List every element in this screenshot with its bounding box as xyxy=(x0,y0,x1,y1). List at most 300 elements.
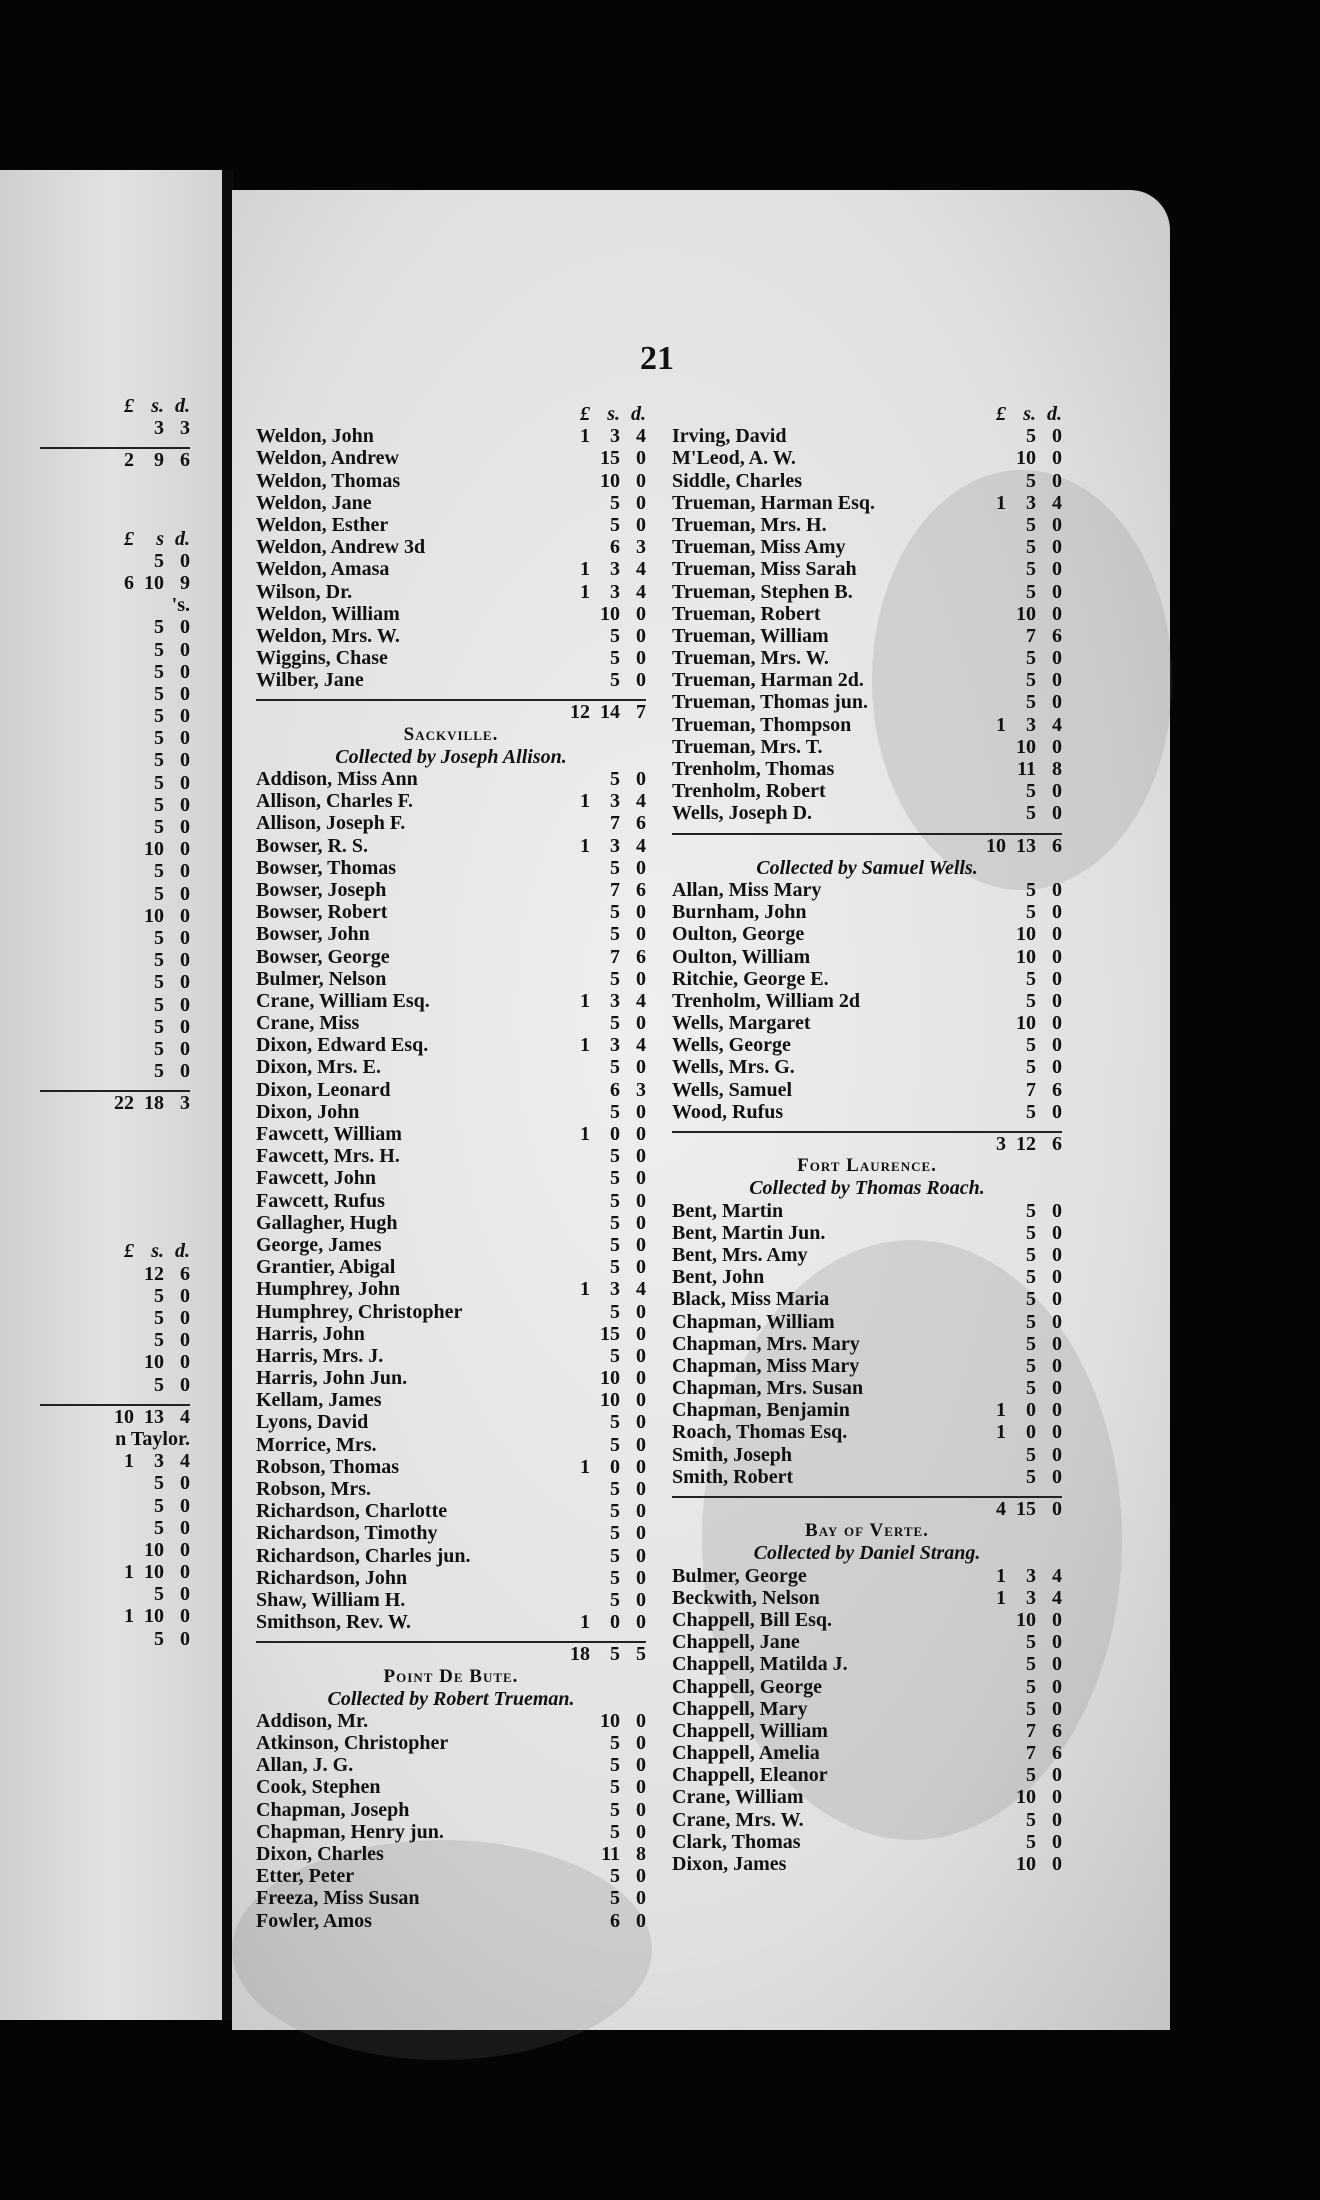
shillings-value: 5 xyxy=(154,1284,164,1307)
pence-value: 0 xyxy=(180,771,190,794)
pounds-value xyxy=(982,1809,1006,1831)
shillings-value: 5 xyxy=(1026,1243,1036,1266)
ledger-row xyxy=(672,558,1062,580)
spacer xyxy=(40,1184,190,1198)
shillings-value: 10 xyxy=(1016,1853,1036,1875)
pence-value: 0 xyxy=(180,926,190,949)
subscriber-name: Allison, Charles F. xyxy=(256,790,414,813)
subscriber-name: Humphrey, Christopher xyxy=(256,1300,463,1323)
pence-value: 6 xyxy=(180,449,190,472)
subscriber-name: Bowser, John xyxy=(256,923,370,946)
subscriber-name: Atkinson, Christopher xyxy=(256,1732,449,1755)
shillings-value: 5 xyxy=(610,1798,620,1821)
ledger-row xyxy=(256,1278,646,1300)
pounds-value xyxy=(566,1301,590,1323)
currency-unit-label: s xyxy=(156,527,164,550)
pounds-value xyxy=(566,1567,590,1589)
pence-value: 0 xyxy=(636,1754,646,1777)
subscriber-name: Chappell, Eleanor xyxy=(672,1764,828,1787)
pounds-value: 1 xyxy=(996,1564,1006,1587)
ledger-row xyxy=(256,581,646,603)
left-fragment-column xyxy=(40,395,190,1650)
pence-value: 0 xyxy=(1052,1243,1062,1266)
pence-value: 4 xyxy=(636,989,646,1012)
subscriber-name: Harris, Mrs. J. xyxy=(256,1344,384,1367)
ledger-row xyxy=(40,1016,190,1038)
shillings-value: 5 xyxy=(154,1627,164,1650)
subscriber-name: Humphrey, John xyxy=(256,1278,401,1301)
pounds-value xyxy=(110,883,134,905)
pounds-value: 1 xyxy=(124,1605,134,1628)
ledger-row xyxy=(672,879,1062,901)
ledger-row xyxy=(256,768,646,790)
ledger-row xyxy=(40,949,190,971)
collector-line: Collected by Thomas Roach. xyxy=(749,1177,985,1200)
ledger-row xyxy=(256,625,646,647)
shillings-value: 5 xyxy=(154,771,164,794)
pence-value: 0 xyxy=(1052,1288,1062,1311)
currency-unit-label: d. xyxy=(175,1240,190,1263)
pounds-value xyxy=(982,1056,1006,1078)
subscriber-name: Bowser, Joseph xyxy=(256,878,387,901)
pence-value: 4 xyxy=(180,1405,190,1428)
pounds-value xyxy=(982,1676,1006,1698)
pence-value: 0 xyxy=(636,1300,646,1323)
subscriber-name: Chappell, Amelia xyxy=(672,1742,820,1765)
pence-value: 0 xyxy=(180,1284,190,1307)
ledger-row xyxy=(256,603,646,625)
ledger-row xyxy=(672,514,1062,536)
shillings-value: 5 xyxy=(1026,580,1036,603)
ledger-row xyxy=(256,447,646,469)
pounds-value xyxy=(110,550,134,572)
subscriber-name: Chapman, Benjamin xyxy=(672,1399,850,1422)
ledger-row xyxy=(256,1323,646,1345)
pence-value: 0 xyxy=(636,1887,646,1910)
pence-value: 0 xyxy=(180,682,190,705)
ledger-row xyxy=(256,1732,646,1754)
pence-value: 0 xyxy=(636,1544,646,1567)
shillings-value: 5 xyxy=(1026,1631,1036,1654)
subscriber-name: Allan, Miss Mary xyxy=(672,878,822,901)
shillings-value: 0 xyxy=(610,1455,620,1478)
shillings-value: 10 xyxy=(600,469,620,492)
pence-value: 0 xyxy=(636,1123,646,1145)
shillings-value: 7 xyxy=(610,945,620,968)
pence-value: 0 xyxy=(1052,469,1062,492)
shillings-value: 5 xyxy=(610,1100,620,1123)
pounds-value xyxy=(982,425,1006,447)
pence-value: 0 xyxy=(1052,735,1062,758)
shillings-value: 5 xyxy=(610,1145,620,1168)
shillings-value: 5 xyxy=(154,1329,164,1352)
subscriber-name: Bulmer, Nelson xyxy=(256,967,387,990)
pence-value: 0 xyxy=(180,549,190,572)
pounds-value: 1 xyxy=(580,1611,590,1634)
spacer xyxy=(40,1212,190,1226)
subscriber-name: Black, Miss Maria xyxy=(672,1288,830,1311)
subscriber-name: Harris, John Jun. xyxy=(256,1367,408,1390)
shillings-value: 5 xyxy=(1026,1056,1036,1079)
currency-heading xyxy=(40,528,190,550)
pounds-value xyxy=(982,691,1006,713)
left-page-fragment xyxy=(0,170,222,2020)
ledger-row xyxy=(40,1495,190,1517)
pounds-value xyxy=(566,1190,590,1212)
pounds-value xyxy=(566,1522,590,1544)
shillings-value: 5 xyxy=(610,1865,620,1888)
pounds-value xyxy=(110,816,134,838)
pence-value: 3 xyxy=(636,1078,646,1101)
pence-value: 0 xyxy=(1052,878,1062,901)
spacer xyxy=(40,1170,190,1184)
subscriber-name: Weldon, Thomas xyxy=(256,469,401,492)
shillings-value: 5 xyxy=(1026,513,1036,536)
subscriber-name: Weldon, Amasa xyxy=(256,558,390,581)
shillings-value: 5 xyxy=(154,1373,164,1396)
subscriber-name: Wells, Joseph D. xyxy=(672,802,813,825)
subscriber-name: Bowser, George xyxy=(256,945,390,968)
ledger-row xyxy=(40,727,190,749)
shillings-value: 5 xyxy=(610,901,620,924)
pence-value: 0 xyxy=(636,1588,646,1611)
shillings-value: 10 xyxy=(1016,923,1036,946)
subscriber-name: Trenholm, William 2d xyxy=(672,989,860,1012)
section-total-row xyxy=(256,699,646,723)
ledger-row xyxy=(672,1609,1062,1631)
ledger-row xyxy=(256,1456,646,1478)
ledger-row xyxy=(672,1200,1062,1222)
ledger-row xyxy=(672,780,1062,802)
pounds-value: 4 xyxy=(996,1498,1006,1520)
right-column xyxy=(672,403,1062,1875)
pounds-value xyxy=(566,1754,590,1776)
shillings-value: 5 xyxy=(610,967,620,990)
ledger-row xyxy=(672,1222,1062,1244)
pounds-value xyxy=(110,1495,134,1517)
shillings-value: 6 xyxy=(610,1909,620,1932)
pounds-value xyxy=(110,1329,134,1351)
ledger-row xyxy=(672,1698,1062,1720)
pounds-value xyxy=(982,1311,1006,1333)
ledger-row xyxy=(40,705,190,727)
shillings-value: 5 xyxy=(610,1256,620,1279)
collector-line: Collected by Joseph Allison. xyxy=(335,745,567,768)
shillings-value: 5 xyxy=(610,856,620,879)
pounds-value: 10 xyxy=(986,834,1006,857)
spacer xyxy=(40,1114,190,1128)
ledger-row xyxy=(672,1333,1062,1355)
pence-value: 0 xyxy=(636,1012,646,1035)
pence-value: 0 xyxy=(636,1611,646,1634)
ledger-row xyxy=(256,1389,646,1411)
pence-value: 4 xyxy=(636,1278,646,1301)
subscriber-name: Wiggins, Chase xyxy=(256,647,388,670)
pence-value: 0 xyxy=(180,1538,190,1561)
pence-value: 4 xyxy=(1052,491,1062,514)
ledger-row xyxy=(672,625,1062,647)
middle-column xyxy=(256,403,646,1932)
subscriber-name: Dixon, Charles xyxy=(256,1843,384,1865)
ledger-row xyxy=(256,1799,646,1821)
currency-unit-label: £ xyxy=(124,1240,134,1263)
pence-value: 0 xyxy=(180,793,190,816)
pounds-value xyxy=(982,669,1006,691)
shillings-value: 10 xyxy=(144,1538,164,1561)
pence-value: 0 xyxy=(636,1411,646,1434)
shillings-value: 5 xyxy=(1026,1266,1036,1289)
subscriber-name: Wells, Samuel xyxy=(672,1078,793,1101)
pounds-value xyxy=(982,1200,1006,1222)
ledger-row xyxy=(256,1865,646,1887)
subscriber-name: Bent, Martin xyxy=(672,1199,784,1222)
shillings-value: 5 xyxy=(1026,558,1036,581)
shillings-value: 5 xyxy=(610,1522,620,1545)
subscriber-name: Trueman, William xyxy=(672,624,829,647)
subscriber-name: Bent, Mrs. Amy xyxy=(672,1243,808,1266)
subscriber-name: Chapman, William xyxy=(672,1310,835,1333)
shillings-value: 13 xyxy=(1016,834,1036,857)
pence-value: 0 xyxy=(180,1561,190,1584)
pence-value: 0 xyxy=(1052,901,1062,924)
subscriber-name: Addison, Miss Ann xyxy=(256,768,418,790)
pounds-value: 1 xyxy=(580,580,590,603)
ledger-row xyxy=(256,1776,646,1798)
subscriber-name: Dixon, Mrs. E. xyxy=(256,1056,381,1079)
heading-spacer xyxy=(256,403,566,425)
ledger-row xyxy=(672,1288,1062,1310)
currency-unit-label: s. xyxy=(151,395,164,417)
pence-value: 0 xyxy=(1052,1377,1062,1400)
pence-value: 4 xyxy=(1052,1564,1062,1587)
ledger-row xyxy=(256,1887,646,1909)
subscriber-name: Weldon, John xyxy=(256,425,374,448)
subscriber-name: Trueman, Miss Amy xyxy=(672,536,846,559)
shillings-value: 3 xyxy=(610,580,620,603)
pounds-value xyxy=(982,558,1006,580)
ledger-row xyxy=(256,1256,646,1278)
pence-value: 0 xyxy=(1052,1764,1062,1787)
pence-value: 8 xyxy=(1052,758,1062,780)
pounds-value xyxy=(110,1539,134,1561)
pounds-value xyxy=(110,994,134,1016)
collector-line: Collected by Samuel Wells. xyxy=(756,856,978,879)
pounds-value xyxy=(110,1583,134,1605)
subscriber-name: Smith, Joseph xyxy=(672,1443,793,1466)
shillings-value: 5 xyxy=(610,1344,620,1367)
subscriber-name: Trueman, Harman 2d. xyxy=(672,669,864,692)
currency-unit-label: s. xyxy=(151,1240,164,1263)
pounds-value xyxy=(566,1212,590,1234)
shillings-value: 7 xyxy=(1026,1719,1036,1742)
subscriber-name: Bowser, Thomas xyxy=(256,856,397,879)
pounds-value xyxy=(982,1786,1006,1808)
ledger-row xyxy=(672,1764,1062,1786)
ledger-row xyxy=(256,1234,646,1256)
currency-heading xyxy=(672,403,1062,425)
pence-value: 4 xyxy=(636,1034,646,1057)
shillings-value: 10 xyxy=(144,838,164,861)
shillings-value: 11 xyxy=(1017,758,1036,780)
pounds-value xyxy=(566,447,590,469)
shillings-value: 5 xyxy=(154,1516,164,1539)
shillings-value: 5 xyxy=(1026,1221,1036,1244)
currency-heading xyxy=(40,395,190,417)
shillings-value: 7 xyxy=(1026,624,1036,647)
ledger-row xyxy=(256,1478,646,1500)
ledger-row xyxy=(40,1307,190,1329)
pence-value: 0 xyxy=(1052,1399,1062,1422)
subscriber-name: Shaw, William H. xyxy=(256,1588,406,1611)
shillings-value: 5 xyxy=(1026,1377,1036,1400)
shillings-value: 5 xyxy=(1026,989,1036,1012)
pence-value: 4 xyxy=(636,790,646,813)
pence-value: 0 xyxy=(1052,1653,1062,1676)
shillings-value: 5 xyxy=(1026,1288,1036,1311)
shillings-value: 10 xyxy=(1016,945,1036,968)
pence-value: 0 xyxy=(636,1709,646,1732)
shillings-value: 0 xyxy=(1026,1421,1036,1444)
subscriber-name: Weldon, Esther xyxy=(256,513,389,536)
pounds-value xyxy=(110,905,134,927)
ledger-row xyxy=(256,1522,646,1544)
shillings-value: 3 xyxy=(1026,1586,1036,1609)
shillings-value: 5 xyxy=(154,616,164,639)
shillings-value: 5 xyxy=(610,491,620,514)
pounds-value xyxy=(110,661,134,683)
subscriber-name: Wilber, Jane xyxy=(256,669,364,692)
subscriber-name xyxy=(672,1133,982,1155)
pence-value: 0 xyxy=(180,727,190,750)
pounds-value xyxy=(566,1411,590,1433)
pence-value: 0 xyxy=(1052,1421,1062,1444)
shillings-value: 5 xyxy=(154,727,164,750)
shillings-value: 10 xyxy=(600,602,620,625)
shillings-value: 10 xyxy=(144,571,164,594)
pounds-value xyxy=(110,1628,134,1650)
pounds-value xyxy=(566,1589,590,1611)
ledger-row xyxy=(256,1589,646,1611)
ledger-row xyxy=(256,946,646,968)
subscriber-name: Irving, David xyxy=(672,425,787,448)
subscriber-name: Addison, Mr. xyxy=(256,1709,369,1732)
shillings-value: 5 xyxy=(610,1776,620,1799)
shillings-value: 5 xyxy=(1026,1675,1036,1698)
shillings-value: 5 xyxy=(154,749,164,772)
ledger-row xyxy=(256,1167,646,1189)
pounds-value xyxy=(110,727,134,749)
pence-value: 0 xyxy=(1052,1830,1062,1853)
pence-value: 0 xyxy=(180,949,190,972)
ledger-row xyxy=(672,691,1062,713)
pounds-value xyxy=(566,812,590,834)
pence-value: 0 xyxy=(1052,1608,1062,1631)
ledger-row xyxy=(672,1421,1062,1443)
shillings-value: 10 xyxy=(1016,735,1036,758)
shillings-value: 5 xyxy=(154,1583,164,1606)
ledger-row xyxy=(672,1676,1062,1698)
ledger-row xyxy=(40,1374,190,1396)
ledger-row xyxy=(40,616,190,638)
pence-value: 4 xyxy=(636,834,646,857)
shillings-value: 15 xyxy=(600,1322,620,1345)
pounds-value xyxy=(566,901,590,923)
subscriber-name: Wells, Mrs. G. xyxy=(672,1056,795,1079)
pounds-value xyxy=(110,1038,134,1060)
ledger-row xyxy=(256,647,646,669)
shillings-value: 9 xyxy=(154,449,164,472)
ledger-row xyxy=(672,758,1062,780)
pounds-value xyxy=(110,1517,134,1539)
pence-value: 4 xyxy=(636,558,646,581)
pence-value: 0 xyxy=(1052,536,1062,559)
shillings-value: 3 xyxy=(610,790,620,813)
pounds-value xyxy=(982,514,1006,536)
subscriber-name: Chapman, Miss Mary xyxy=(672,1354,860,1377)
pence-value: 0 xyxy=(180,1472,190,1495)
shillings-value: 5 xyxy=(1026,1697,1036,1720)
pence-value: 0 xyxy=(1052,1310,1062,1333)
shillings-value: 5 xyxy=(1026,1199,1036,1222)
ledger-row xyxy=(256,669,646,691)
shillings-value: 5 xyxy=(154,638,164,661)
section-total-row xyxy=(256,1641,646,1665)
pence-value: 0 xyxy=(180,1605,190,1628)
ledger-row xyxy=(256,968,646,990)
subscriber-name: Smithson, Rev. W. xyxy=(256,1611,412,1634)
pence-value: 0 xyxy=(1052,1631,1062,1654)
ledger-row xyxy=(672,1831,1062,1853)
ledger-row xyxy=(672,647,1062,669)
currency-unit-label: £ xyxy=(124,527,134,550)
currency-unit-label: £ xyxy=(580,403,590,425)
pounds-value xyxy=(982,1333,1006,1355)
ledger-row xyxy=(40,794,190,816)
subscriber-name: Richardson, Charlotte xyxy=(256,1500,448,1523)
spacer xyxy=(40,514,190,528)
ledger-row xyxy=(40,1539,190,1561)
pence-value: 0 xyxy=(1052,923,1062,946)
ledger-row xyxy=(40,1263,190,1285)
collector-line: Collected by Daniel Strang. xyxy=(753,1542,981,1565)
pounds-value xyxy=(982,625,1006,647)
section-total-row xyxy=(672,1131,1062,1155)
pounds-value xyxy=(566,857,590,879)
ledger-row xyxy=(256,990,646,1012)
pounds-value xyxy=(110,705,134,727)
cut-off-text-fragment: 's. xyxy=(171,594,190,617)
subscriber-name: Robson, Thomas xyxy=(256,1455,400,1478)
pounds-value xyxy=(110,1307,134,1329)
subscriber-name: Chapman, Joseph xyxy=(256,1798,410,1821)
pence-value: 0 xyxy=(636,624,646,647)
shillings-value: 5 xyxy=(1026,647,1036,670)
shillings-value: 5 xyxy=(610,669,620,692)
pounds-value xyxy=(566,1910,590,1932)
pence-value: 0 xyxy=(180,993,190,1016)
ledger-row xyxy=(672,425,1062,447)
subscriber-name: Lyons, David xyxy=(256,1411,369,1434)
ledger-row xyxy=(40,1285,190,1307)
pence-value: 0 xyxy=(180,1494,190,1517)
pence-value: 0 xyxy=(1052,602,1062,625)
subscriber-name: Trueman, Robert xyxy=(672,602,821,625)
shillings-value: 5 xyxy=(1026,469,1036,492)
ledger-row xyxy=(256,901,646,923)
subscriber-name: Weldon, Andrew 3d xyxy=(256,536,426,559)
ledger-row xyxy=(672,1034,1062,1056)
pounds-value xyxy=(110,838,134,860)
